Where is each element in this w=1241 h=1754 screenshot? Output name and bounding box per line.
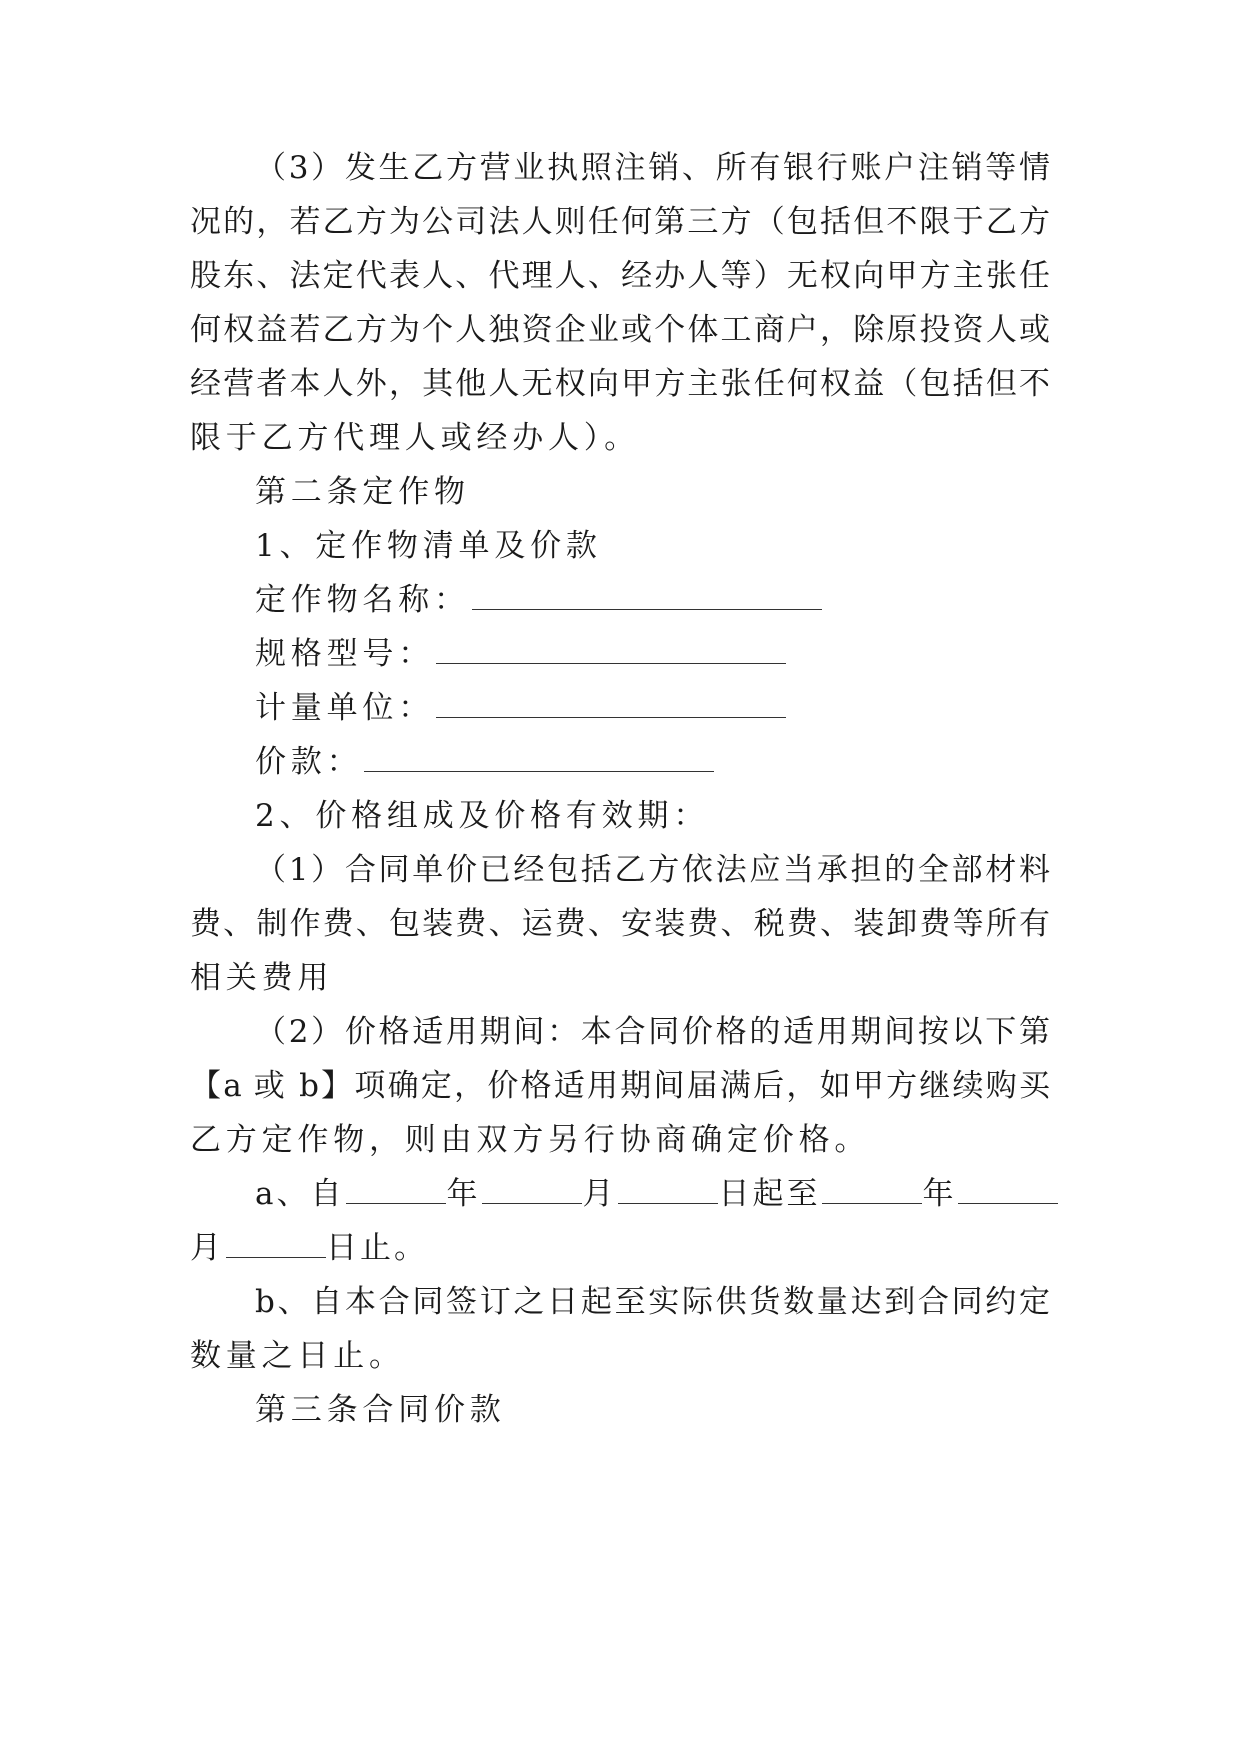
fill-in-blank	[364, 741, 714, 772]
fill-in-blank	[618, 1173, 718, 1204]
paragraph-line: 经营者本人外，其他人无权向甲方主张任何权益（包括但不	[190, 366, 1050, 402]
field-item-price	[255, 734, 1050, 790]
section-heading: 第二条定作物	[255, 474, 470, 510]
paragraph-line: 何权益若乙方为个人独资企业或个体工商户，除原投资人或	[190, 312, 1050, 348]
field-label: 定作物名称：	[255, 582, 470, 618]
paragraph-line: 相关费用	[190, 960, 334, 996]
date-range-line	[190, 1220, 1050, 1276]
paragraph-line: 限于乙方代理人或经办人）。	[190, 420, 640, 456]
date-text: 日起至	[718, 1176, 821, 1212]
fill-in-blank	[958, 1173, 1058, 1204]
date-text: a、自	[255, 1176, 345, 1212]
date-text: 年	[922, 1176, 957, 1212]
field-label: 计量单位：	[255, 690, 434, 726]
paragraph-line: b、自本合同签订之日起至实际供货数量达到合同约定	[255, 1284, 1050, 1320]
paragraph-line: 数量之日止。	[190, 1338, 405, 1374]
fill-in-blank	[436, 633, 786, 664]
paragraph-line: 费、制作费、包装费、运费、安装费、税费、装卸费等所有	[190, 906, 1050, 942]
fill-in-blank	[436, 687, 786, 718]
paragraph-line: 况的，若乙方为公司法人则任何第三方（包括但不限于乙方	[190, 204, 1050, 240]
paragraph-line: （3）发生乙方营业执照注销、所有银行账户注销等情	[255, 150, 1050, 186]
section-heading: 第三条合同价款	[255, 1392, 506, 1428]
subsection-heading: 1、定作物清单及价款	[255, 528, 602, 564]
paragraph-line: （2）价格适用期间：本合同价格的适用期间按以下第	[255, 1014, 1050, 1050]
date-text: 月	[190, 1230, 224, 1266]
subsection-heading: 2、价格组成及价格有效期：	[255, 798, 710, 834]
date-range-line	[255, 1166, 1050, 1222]
fill-in-blank	[472, 579, 822, 610]
paragraph-line: 股东、法定代表人、代理人、经办人等）无权向甲方主张任	[190, 258, 1050, 294]
field-label: 规格型号：	[255, 636, 434, 672]
date-text: 年	[446, 1176, 481, 1212]
fill-in-blank	[226, 1227, 326, 1258]
date-text: 日止。	[326, 1230, 428, 1266]
paragraph-line: 乙方定作物，则由双方另行协商确定价格。	[190, 1122, 871, 1158]
field-item-spec	[255, 626, 1050, 682]
field-item-name	[255, 572, 1050, 628]
fill-in-blank	[482, 1173, 582, 1204]
fill-in-blank	[346, 1173, 446, 1204]
date-text: 月	[582, 1176, 617, 1212]
paragraph-line: （1）合同单价已经包括乙方依法应当承担的全部材料	[255, 852, 1050, 888]
field-item-unit	[255, 680, 1050, 736]
paragraph-line: 【a 或 b】项确定，价格适用期间届满后，如甲方继续购买	[190, 1068, 1050, 1104]
field-label: 价款：	[255, 744, 363, 780]
fill-in-blank	[822, 1173, 922, 1204]
